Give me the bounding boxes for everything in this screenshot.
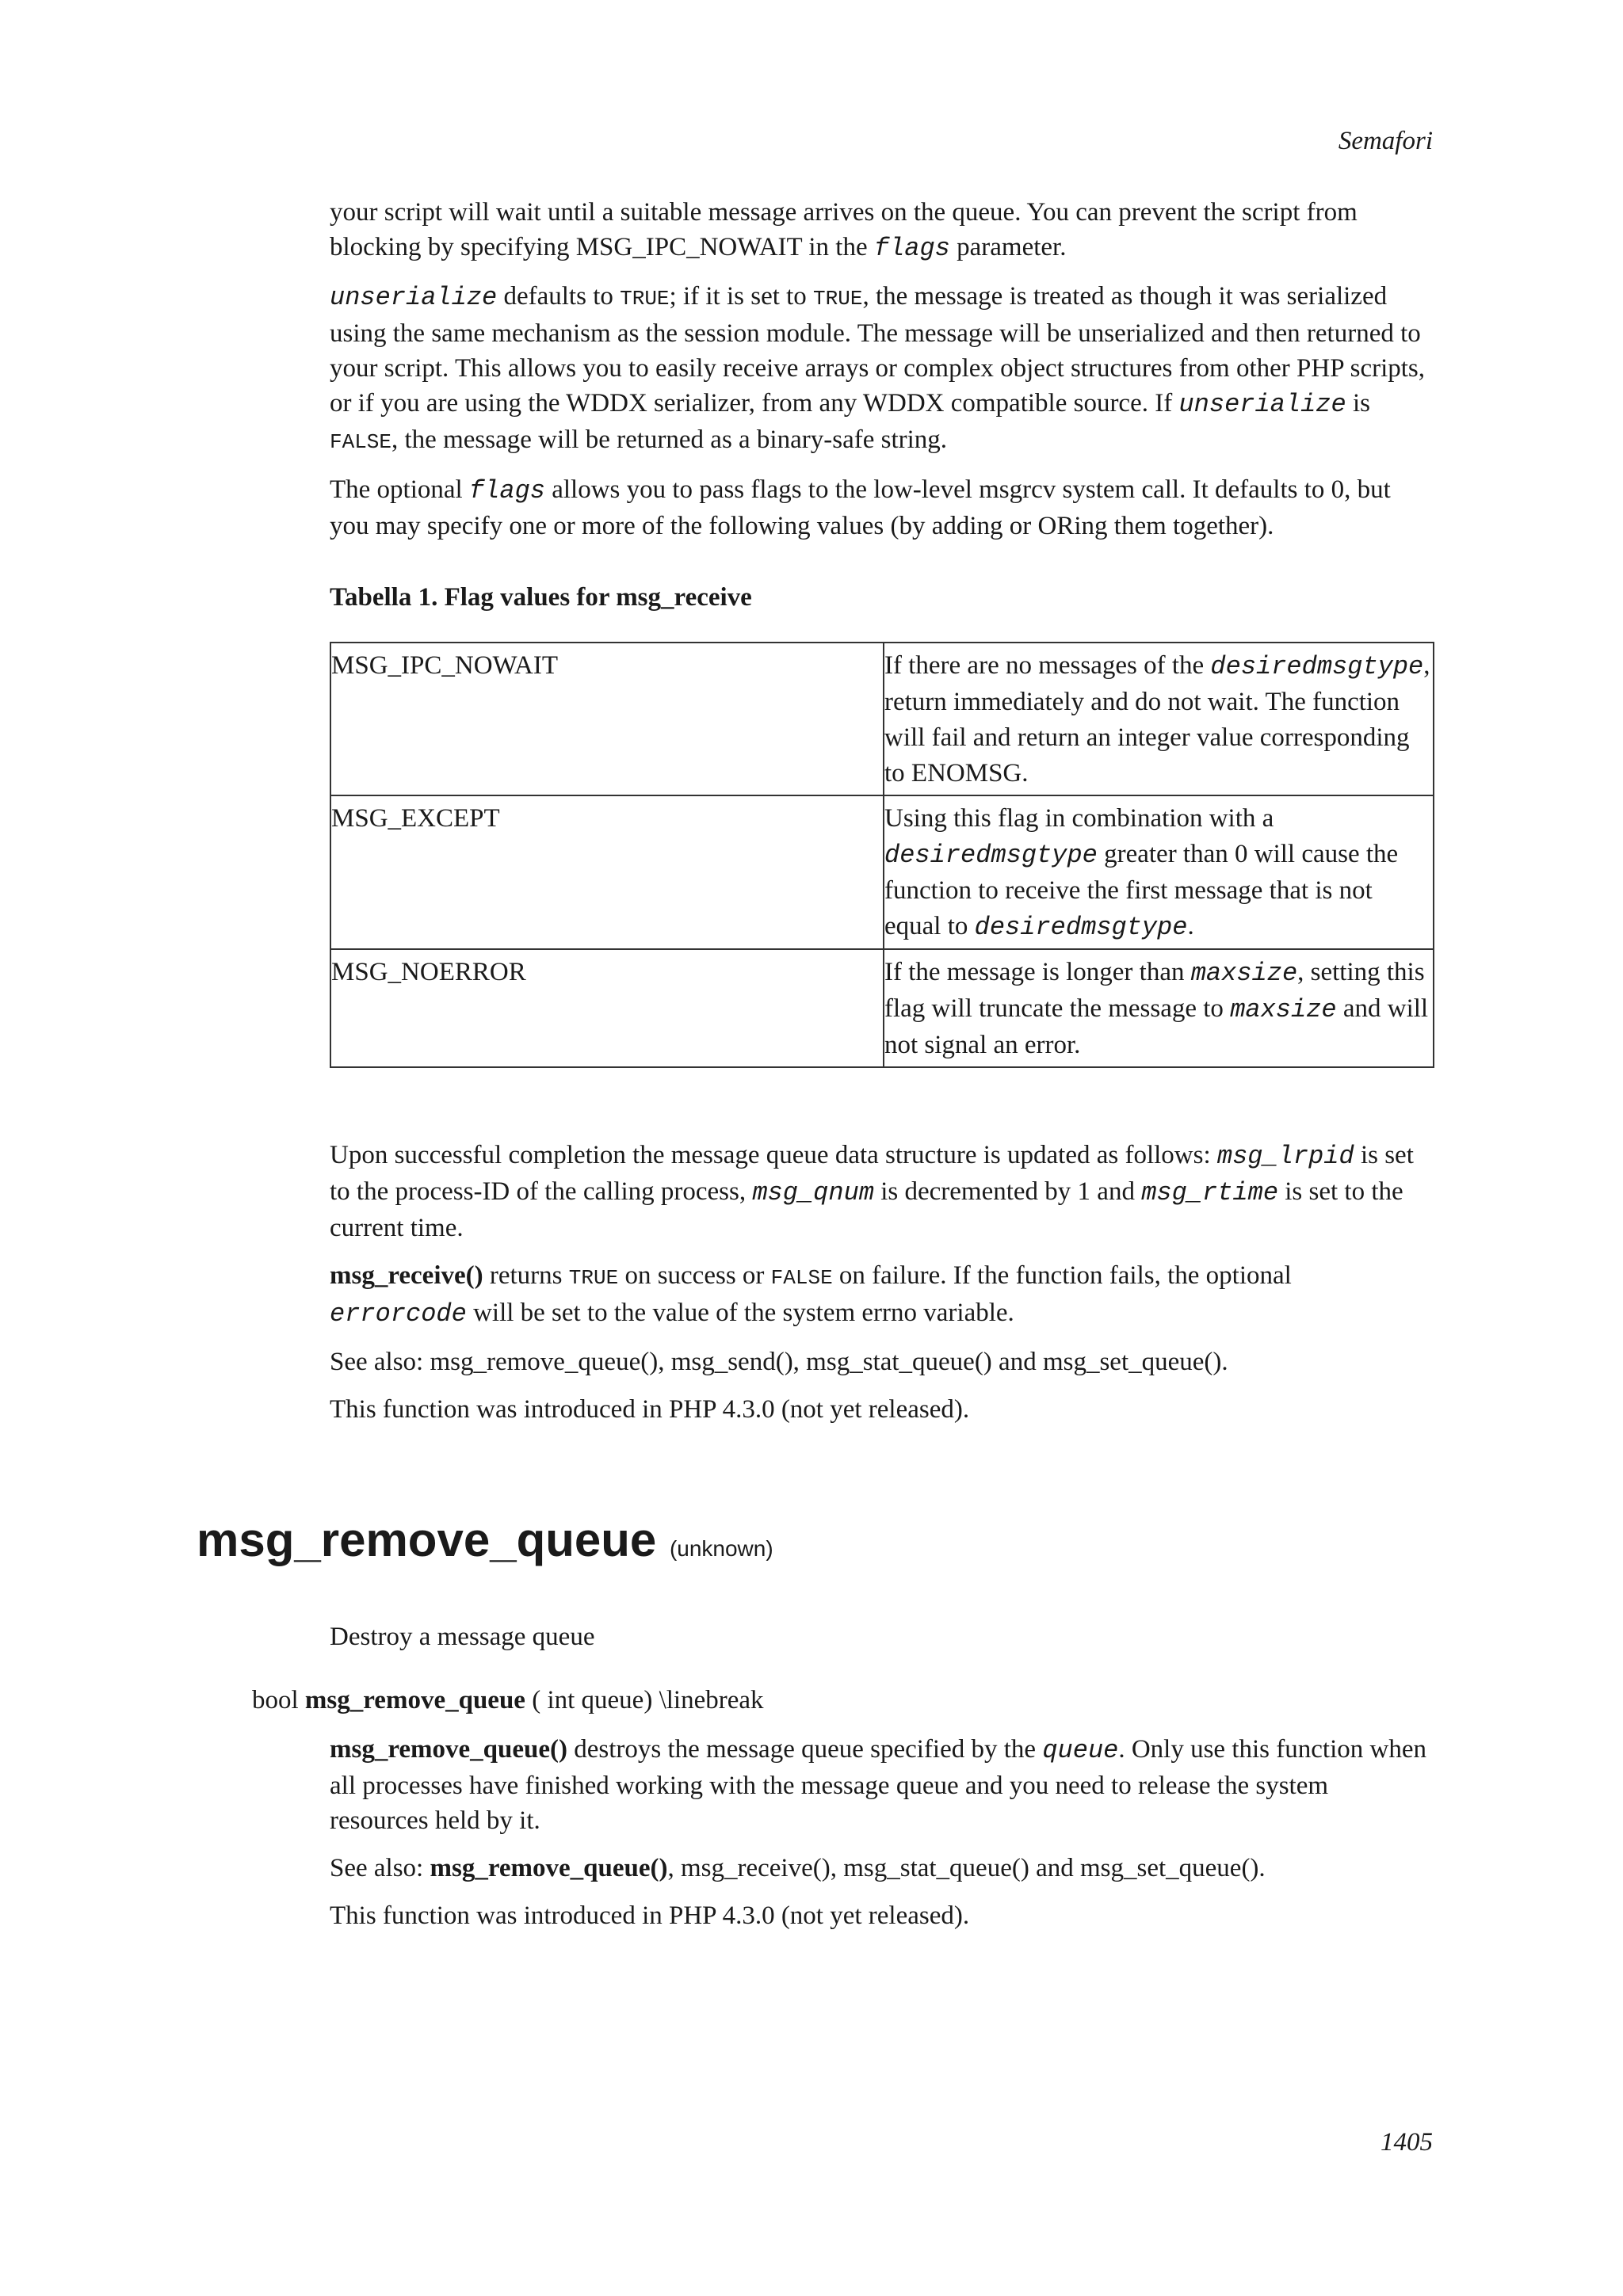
function-heading	[197, 1512, 773, 1577]
flag-description-cell: If the message is longer than maxsize, setting this flag will truncate the message to maxsize and will not signal an error.	[884, 949, 1434, 1067]
function-name: msg_remove_queue	[197, 1513, 657, 1566]
after-paragraph-1: Upon successful completion the message queue data structure is updated as follows: msg_lrpid is set to the process-ID of the calling process, msg_qnum is decremented by 1 and msg_rtime is set to the current time.	[330, 1141, 1414, 1242]
flag-name-cell: MSG_EXCEPT	[330, 795, 884, 949]
version-note: This function was introduced in PHP 4.3.0 (not yet released).	[330, 1901, 970, 1930]
flag-name-cell: MSG_IPC_NOWAIT	[330, 643, 884, 795]
intro-text	[330, 195, 1433, 543]
intro-paragraph-2: unserialize defaults to TRUE; if it is set to TRUE, the message is treated as though it was serialized using the same mechanism as the session module. The message will be unserialized and then returned to your script. This allows you to easily receive arrays or complex object structures from other PHP scripts, or if you are using the WDDX serializer, from any WDDX compatible source. If unserialize is FALSE, the message will be returned as a binary-safe string.	[330, 282, 1426, 454]
running-header: Semafori	[1338, 127, 1433, 155]
intro-paragraph-1: your script will wait until a suitable message arrives on the queue. You can prevent the script from blocking by specifying MSG_IPC_NOWAIT in the flags parameter.	[330, 198, 1358, 263]
table-caption: Tabella 1. Flag values for msg_receive	[330, 583, 752, 612]
function-synopsis: bool msg_remove_queue ( int queue) \linebreak	[252, 1686, 764, 1714]
version-note: This function was introduced in PHP 4.3.0 (not yet released).	[330, 1395, 970, 1424]
function-purpose: Destroy a message queue	[330, 1623, 595, 1651]
page-number: 1405	[1381, 2128, 1433, 2157]
function-description	[330, 1732, 1433, 1933]
function-version: (unknown)	[669, 1536, 773, 1561]
see-also: See also: msg_remove_queue(), msg_send(), msg_stat_queue() and msg_set_queue().	[330, 1348, 1228, 1376]
after-table-text	[330, 1138, 1433, 1427]
flag-values-table	[330, 642, 1434, 1068]
description-paragraph: msg_remove_queue() destroys the message queue specified by the queue. Only use this function when all processes have finished working with the message queue and you need to release the system resources held by it.	[330, 1735, 1426, 1835]
flag-name-cell: MSG_NOERROR	[330, 949, 884, 1067]
flag-description-cell: If there are no messages of the desiredmsgtype, return immediately and do not wait. The function will fail and return an integer value corresponding to ENOMSG.	[884, 643, 1434, 795]
table-row	[330, 949, 1434, 1067]
see-also: See also: msg_remove_queue(), msg_receive(), msg_stat_queue() and msg_set_queue().	[330, 1854, 1266, 1882]
table-row	[330, 643, 1434, 795]
intro-paragraph-3: The optional flags allows you to pass flags to the low-level msgrcv system call. It defaults to 0, but you may specify one or more of the following values (by adding or ORing them together).	[330, 475, 1391, 540]
flag-description-cell: Using this flag in combination with a desiredmsgtype greater than 0 will cause the function to receive the first message that is not equal to desiredmsgtype.	[884, 795, 1434, 949]
table-row	[330, 795, 1434, 949]
after-paragraph-2: msg_receive() returns TRUE on success or FALSE on failure. If the function fails, the optional errorcode will be set to the value of the system errno variable.	[330, 1261, 1292, 1329]
